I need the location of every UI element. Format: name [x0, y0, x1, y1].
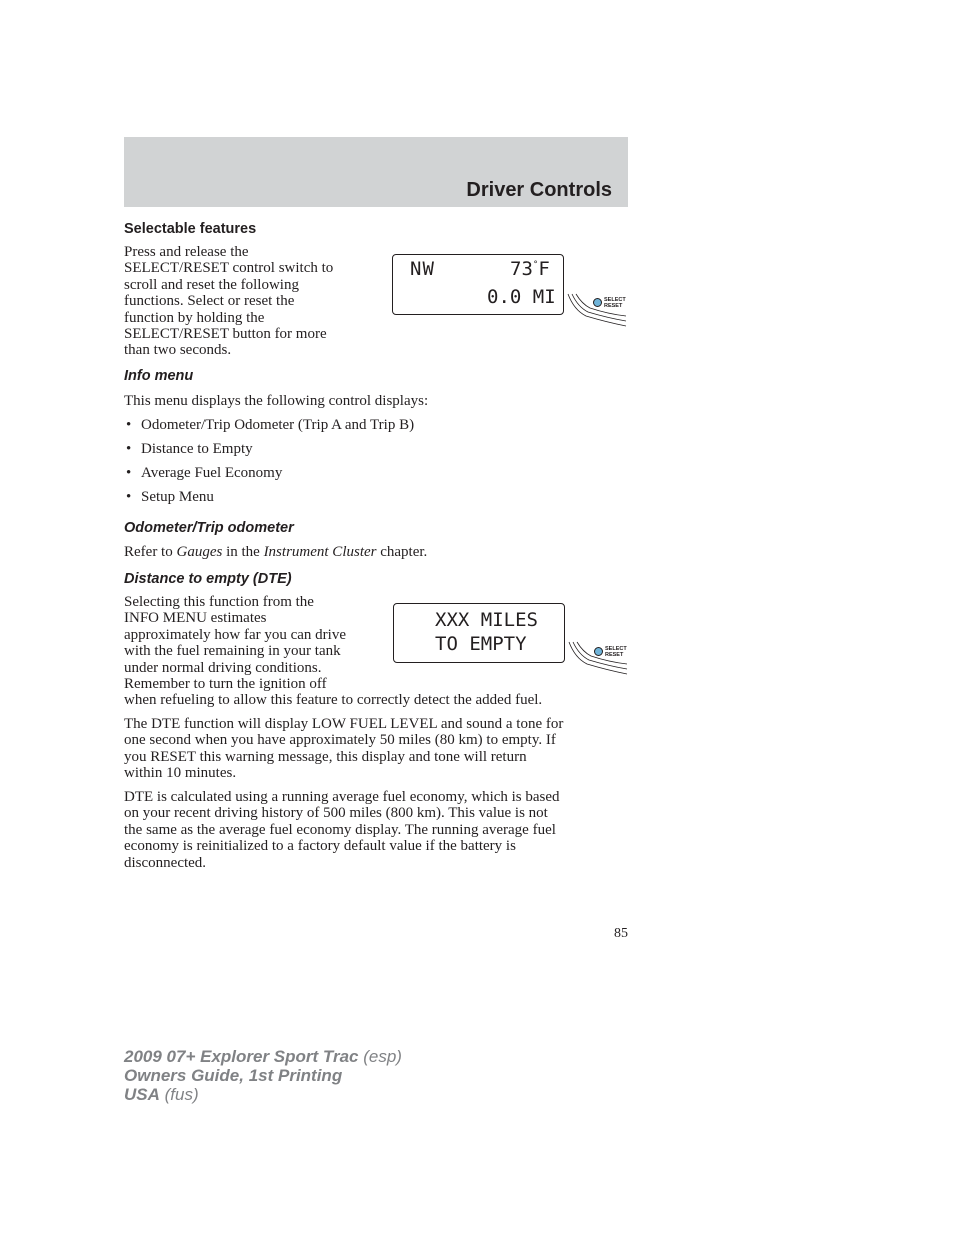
text-line: INFO MENU estimates	[124, 610, 267, 627]
text-line: Selecting this function from the	[124, 594, 314, 610]
list-item: • Setup Menu	[126, 489, 214, 505]
text-line: SELECT/RESET control switch to	[124, 260, 334, 277]
text-run: Refer to	[124, 544, 177, 560]
select-reset-button-icon	[594, 647, 603, 656]
temperature-unit: F	[538, 258, 550, 280]
select-reset-label	[604, 297, 626, 309]
dte-display-line-2: TO EMPTY	[435, 633, 527, 655]
compass-direction: NW	[410, 258, 435, 280]
text-line: one second when you have approximately 50 miles (80 km) to empty. If	[124, 732, 556, 749]
list-item: • Distance to Empty	[126, 441, 253, 457]
list-item: • Average Fuel Economy	[126, 465, 283, 481]
page-number: 85	[614, 926, 628, 941]
text-line: DTE is calculated using a running average fuel economy, which is based	[124, 789, 560, 805]
info-menu-heading: Info menu	[124, 368, 194, 384]
list-item-text: Average Fuel Economy	[141, 465, 283, 481]
text-line: under normal driving conditions.	[124, 659, 322, 676]
info-menu-list	[124, 417, 604, 513]
text-line: disconnected.	[124, 854, 207, 871]
outside-temperature	[510, 258, 550, 280]
document-footer	[124, 1047, 402, 1104]
selectable-features-text	[124, 244, 374, 359]
text-line: than two seconds.	[124, 342, 232, 359]
dte-paragraph-3	[124, 789, 624, 871]
text-line: with the fuel remaining in your tank	[124, 643, 341, 660]
text-line: function by holding the	[124, 309, 265, 326]
text-line: approximately how far you can drive	[124, 626, 347, 643]
gauges-reference: Gauges	[176, 544, 223, 560]
list-item-text: Odometer/Trip Odometer (Trip A and Trip B)	[141, 417, 415, 433]
message-center-display-compass	[392, 254, 564, 315]
odometer-heading: Odometer/Trip odometer	[124, 520, 294, 536]
dte-heading: Distance to empty (DTE)	[124, 571, 292, 587]
instrument-cluster-reference: Instrument Cluster	[263, 544, 377, 560]
degree-symbol: °	[532, 260, 539, 270]
text-run: in the	[222, 544, 264, 560]
select-label: SELECT	[604, 297, 626, 303]
section-title: Driver Controls	[466, 179, 612, 201]
text-line: when refueling to allow this feature to correctly detect the added fuel.	[124, 692, 543, 709]
reset-label: RESET	[604, 303, 623, 309]
footer-code: (esp)	[358, 1047, 402, 1066]
list-item-text: Setup Menu	[141, 489, 214, 505]
text-line: functions. Select or reset the	[124, 293, 295, 310]
text-line: Remember to turn the ignition off	[124, 676, 327, 693]
text-line: within 10 minutes.	[124, 765, 237, 782]
footer-line-1	[124, 1047, 402, 1066]
footer-line-2	[124, 1066, 402, 1085]
select-reset-button-icon	[593, 298, 602, 307]
text-line: Press and release the	[124, 244, 249, 260]
list-item: • Odometer/Trip Odometer (Trip A and Trip B)	[126, 417, 415, 433]
text-run: chapter.	[376, 544, 428, 560]
text-line: The DTE function will display LOW FUEL LEVEL and sound a tone for	[124, 716, 564, 732]
text-line: you RESET this warning message, this display and tone will return	[124, 748, 527, 765]
dte-display-line-1: XXX MILES	[435, 609, 538, 631]
section-header-band	[124, 137, 628, 207]
list-item-text: Distance to Empty	[141, 441, 253, 457]
footer-market-code: (fus)	[159, 1085, 199, 1104]
odometer-text	[124, 544, 427, 560]
text-line: on your recent driving history of 500 miles (800 km). This value is not	[124, 805, 548, 822]
footer-model: 2009 07+ Explorer Sport Trac	[124, 1047, 359, 1066]
info-menu-intro: This menu displays the following control displays:	[124, 393, 429, 409]
trip-distance-readout: 0.0 MI	[487, 286, 556, 308]
footer-market: USA	[124, 1085, 160, 1104]
text-line: SELECT/RESET button for more	[124, 326, 327, 343]
footer-edition: Owners Guide, 1st Printing	[124, 1066, 343, 1085]
reset-label: RESET	[605, 652, 624, 658]
text-line: the same as the average fuel economy display. The running average fuel	[124, 821, 556, 838]
footer-line-3	[124, 1085, 402, 1104]
select-label: SELECT	[605, 646, 627, 652]
select-reset-label	[605, 646, 627, 658]
text-line: scroll and reset the following	[124, 276, 299, 293]
message-center-display-dte	[393, 603, 565, 663]
temperature-value: 73	[510, 258, 533, 280]
dte-paragraph-2	[124, 716, 624, 782]
selectable-features-heading: Selectable features	[124, 221, 257, 237]
text-line: economy is reinitialized to a factory default value if the battery is	[124, 838, 516, 855]
